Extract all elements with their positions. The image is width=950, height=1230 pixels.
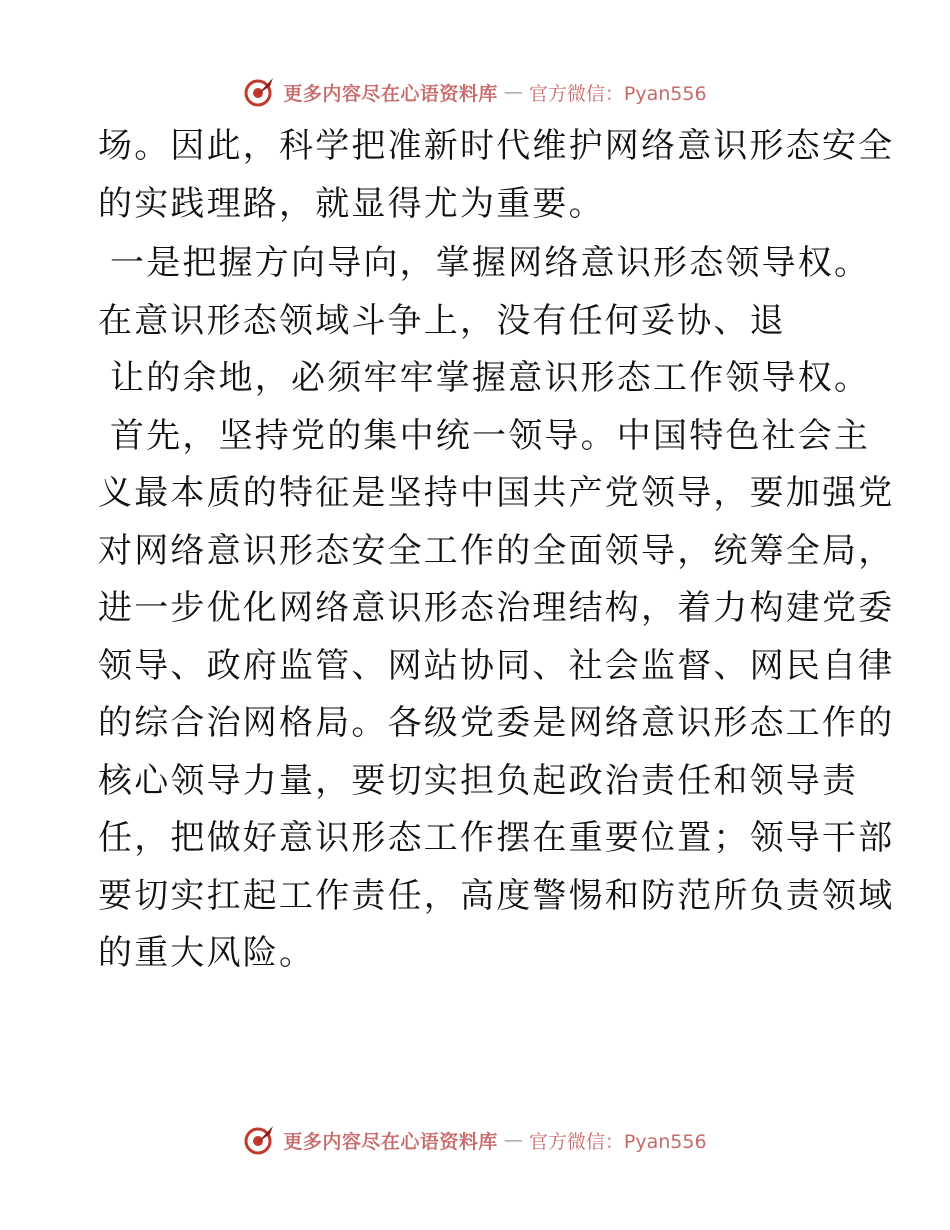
watermark-separator: — xyxy=(503,81,523,103)
body-line: 进一步优化网络意识形态治理结构，着力构建党委 xyxy=(98,588,895,628)
body-line: 首先，坚持党的集中统一领导。中国特色社会主 xyxy=(110,415,871,456)
quill-logo-icon xyxy=(243,75,277,109)
body-line: 的综合治网格局。各级党委是网络意识形态工作的 xyxy=(98,703,895,743)
body-line: 任，把做好意识形态工作摆在重要位置；领导干部 xyxy=(98,818,895,858)
watermark-contact: 官方微信：Pyan556 xyxy=(528,1130,707,1153)
quill-logo-icon xyxy=(243,1123,277,1157)
body-line: 要切实扛起工作责任，高度警惕和防范所负责领域 xyxy=(98,875,895,916)
body-line: 义最本质的特征是坚持中国共产党领导，要加强党 xyxy=(98,473,895,513)
watermark-contact: 官方微信：Pyan556 xyxy=(528,82,707,105)
body-line: 领导、政府监管、网站协同、社会监督、网民自律 xyxy=(98,645,895,686)
body-line: 在意识形态领域斗争上，没有任何妥协、退 xyxy=(98,300,786,341)
watermark-separator: — xyxy=(503,1129,523,1151)
header-watermark xyxy=(0,72,950,112)
body-line: 对网络意识形态安全工作的全面领导，统筹全局， xyxy=(98,530,895,571)
watermark-site-text: 更多内容尽在心语资料库 xyxy=(283,82,498,105)
watermark-site-text: 更多内容尽在心语资料库 xyxy=(283,1130,498,1153)
document-body xyxy=(98,118,895,983)
body-line: 让的余地，必须牢牢掌握意识形态工作领导权。 xyxy=(110,358,871,398)
body-line: 一是把握方向导向，掌握网络意识形态领导权。 xyxy=(110,243,871,283)
body-line: 场。因此，科学把准新时代维护网络意识形态安全 xyxy=(98,126,895,166)
body-line: 的实践理路，就显得尤为重要。 xyxy=(98,183,605,224)
footer-watermark xyxy=(0,1120,950,1160)
body-line: 的重大风险。 xyxy=(98,933,316,973)
body-line: 核心领导力量，要切实担负起政治责任和领导责 xyxy=(98,760,859,801)
